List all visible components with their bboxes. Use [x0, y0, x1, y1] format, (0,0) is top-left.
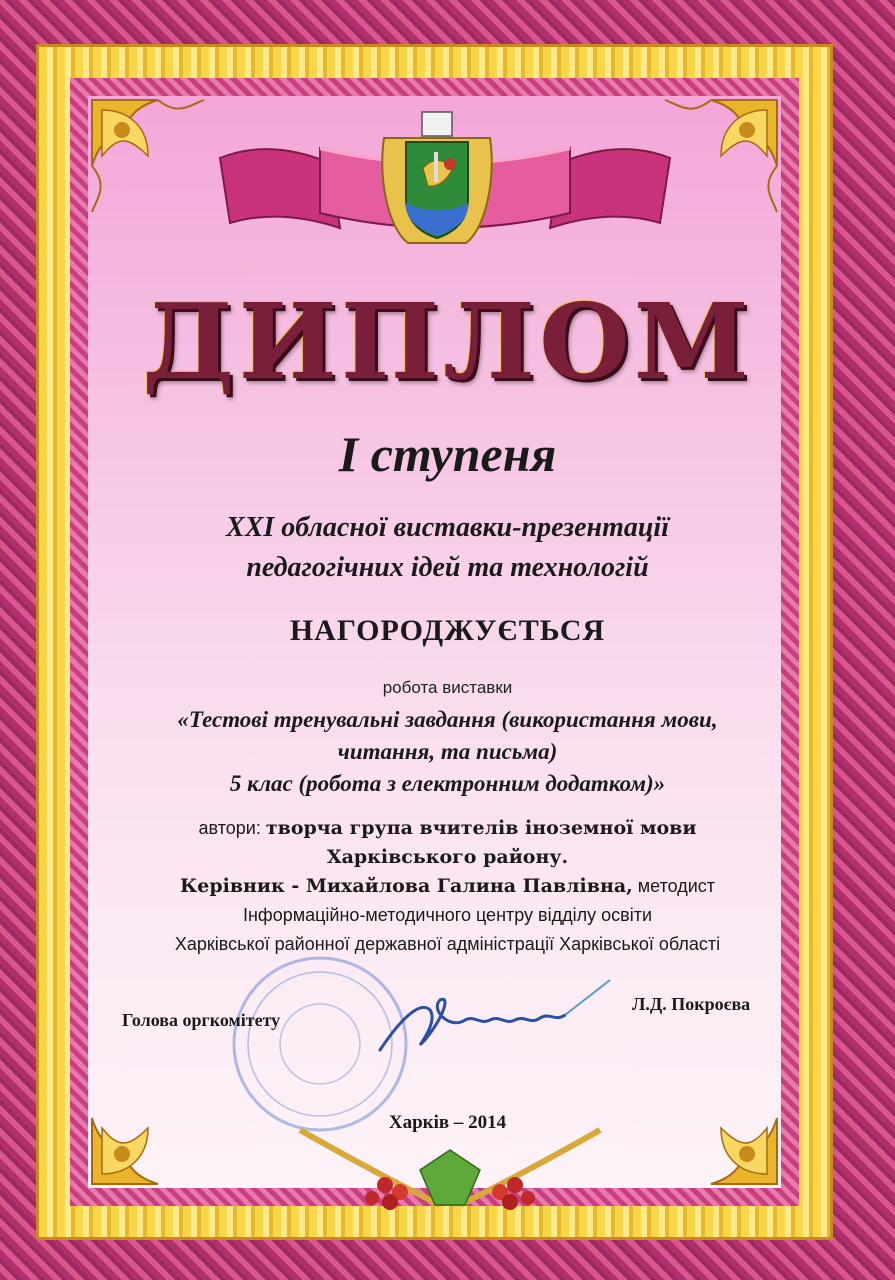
work-title — [0, 704, 895, 800]
org-line: Харківської районної державної адміністрації Харківської області — [174, 934, 721, 954]
org-line: Інформаційно-методичного центру відділу освіти — [242, 905, 653, 925]
leader-name: Керівник - Михайлова Галина Павлівна, — [179, 875, 633, 897]
work-title-line: «Тестові тренувальні завдання (використання мови, — [177, 707, 718, 732]
corner-ornament-icon — [88, 96, 208, 216]
subtitle-line: XXI обласної виставки-презентації — [226, 512, 669, 543]
awarded-heading: НАГОРОДЖУЄТЬСЯ — [289, 614, 606, 647]
leader-role: методист — [637, 876, 716, 896]
degree-text: I ступеня — [338, 426, 557, 482]
authors-line: Харківського району. — [326, 846, 569, 868]
chair-label: Голова оргкомітету — [122, 1010, 281, 1030]
signature-icon — [370, 960, 620, 1070]
diploma-title: ДИПЛОМ — [142, 280, 753, 403]
authors-block — [0, 814, 895, 959]
authors-label: автори: — [198, 818, 261, 838]
exhibition-subtitle — [0, 508, 895, 588]
work-title-line: читання, та письма) — [337, 739, 558, 764]
work-title-line: 5 клас (робота з електронним додатком)» — [229, 771, 666, 796]
city-year: Харків – 2014 — [388, 1112, 507, 1133]
subtitle-line: педагогічних ідей та технологій — [246, 552, 649, 583]
authors-line: творча група вчителів іноземної мови — [265, 817, 697, 839]
coat-of-arms-icon — [378, 108, 496, 250]
work-label: робота виставки — [382, 678, 513, 697]
chair-name: Л.Д. Покроєва — [632, 994, 751, 1014]
